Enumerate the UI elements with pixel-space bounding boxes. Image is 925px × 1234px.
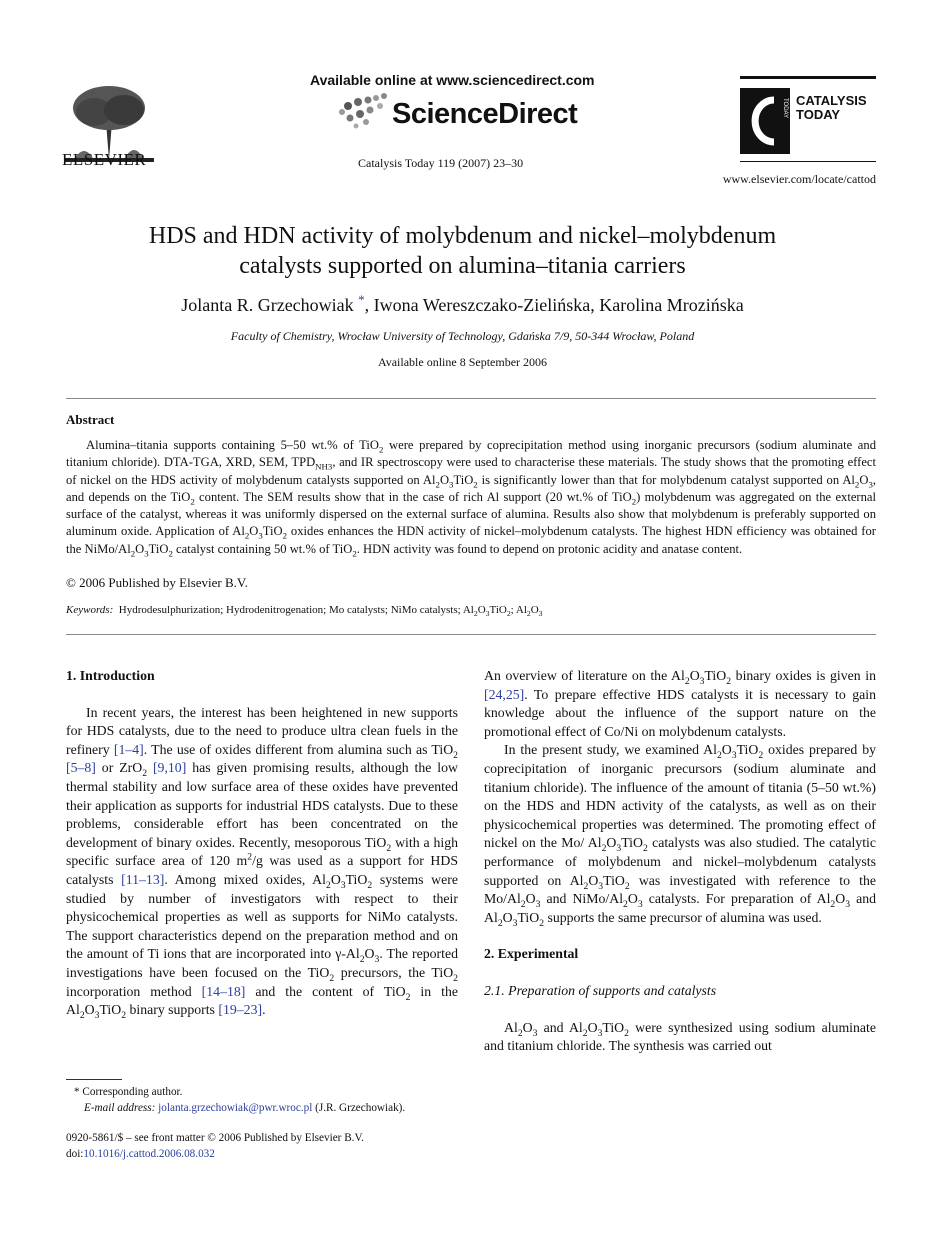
keywords: Keywords: Hydrodesulphurization; Hydrodenitrogenation; Mo catalysts; NiMo catalysts; $Al_2O_3TiO_2$; $Al_2O_3$	[66, 604, 543, 619]
citation-link[interactable]: [11–13]	[121, 871, 165, 887]
right-column	[484, 667, 876, 1056]
publisher-name: ELSEVIER	[62, 150, 147, 169]
svg-text:TODAY: TODAY	[782, 98, 788, 119]
author-2: Iwona Wereszczako-Zielińska	[373, 295, 591, 315]
author-list: Jolanta R. Grzechowiak *, Iwona Wereszczako-Zielińska, Karolina Mrozińska	[181, 292, 744, 315]
abstract-body: Alumina–titania supports containing 5–50 wt.% of TiO$_2$ were prepared by coprecipitation method using inorganic precursors (sodium aluminate and titanium chloride). DTA-TGA, XRD, SEM, $TPD_{NH3}$, and IR spectroscopy were used to characterise these materials. The study shows that the promoting effect of nickel on the HDS activity of molybdenum catalysts supported on $Al_2O_3TiO_2$ is significantly lower than that for molybdenum catalyst supported on $Al_2O_3$, and depends on the TiO$_2$ content. The SEM results show that in the case of rich Al support (20 wt.% of TiO$_2$) molybdenum was aggregated on the external surface of the catalyst, whereas it was uniformly dispersed on the external surface of alumina. Results also show that molybdenum is preferably supported on aluminum oxide. Application of $Al_2O_3TiO_2$ oxides enhances the HDN activity of nickel–molybdenum catalysts. The highest HDN efficiency was obtained for the NiMo/$Al_2O_3TiO_2$ catalyst containing 50 wt.% of TiO$_2$. HDN activity was found to depend on protonic acidity and anatase content.	[66, 438, 877, 559]
available-online-banner[interactable]: Available online at www.sciencedirect.com	[310, 72, 595, 88]
citation-link[interactable]: [9,10]	[152, 760, 187, 776]
divider-bottom	[66, 634, 876, 635]
experimental-heading: 2. Experimental	[484, 946, 579, 962]
citation-link[interactable]: [24,25]	[484, 686, 525, 702]
affiliation: Faculty of Chemistry, Wrocław University of Technology, Gdańska 7/9, 50-344 Wrocław, Poland	[230, 329, 695, 343]
author-1: Jolanta R. Grzechowiak	[181, 295, 354, 315]
journal-url[interactable]: www.elsevier.com/locate/cattod	[722, 172, 876, 186]
experimental-paragraph: $Al_2O_3$ and $Al_2O_3TiO_2$ were synthesized using sodium aluminate and titanium chloride. The synthesis was carried out	[484, 1019, 876, 1054]
citation-link[interactable]: [1–4]	[113, 741, 144, 757]
issn-line: 0920-5861/$ – see front matter © 2006 Published by Elsevier B.V.	[66, 1132, 364, 1144]
intro-heading: 1. Introduction	[66, 668, 155, 683]
keyword: $Al_2O_3$	[515, 604, 543, 619]
author-email-link[interactable]: jolanta.grzechowiak@pwr.wroc.pl	[158, 1102, 313, 1114]
journal-logo-text: CATALYSIS TODAY	[796, 93, 867, 122]
intro-paragraph: In recent years, the interest has been heightened in new supports for HDS catalysts, due to the need to produce ultra clean fuels in the refinery [1–4]. The use of oxides different from alumina such as TiO$_2$ [5–8] or ZrO$_2$ [9,10] has given promising results, although the low thermal stability and low surface area of these oxides have prevented their application as supports for industrial HDS catalysts. Due to these problems, considerable effort has been concentrated on the development of binary oxides. Recently, mesoporous TiO$_2$ with a high specific surface area of 120 $m^2/g$ was used as a support for HDS catalysts [11–13]. Among mixed oxides, $Al_2O_3TiO_2$ systems were studied by number of investigators with respect to their physicochemical properties as well as supports for NiMo catalysts. The support characteristics depend on the preparation method and on the amount of Ti ions that are incorporated into $\gamma-Al_2O_3$. The reported investigations have been focused on the TiO$_2$ precursors, the TiO$_2$ incorporation method [14–18] and the content of TiO$_2$ in the $Al_2O_3TiO_2$ binary supports [19–23].	[66, 704, 459, 1021]
preparation-subheading: 2.1. Preparation of supports and catalysts	[484, 982, 717, 998]
intro-paragraph-continued: An overview of literature on the $Al_2O_3TiO_2$ binary oxides is given in [24,25]. To prepare effective HDS catalysts it is necessary to gain knowledge about the influence of the support nature on the promotional effect of Co/Ni on molybdenum catalysts.	[484, 668, 876, 739]
keyword: Hydrodesulphurization	[118, 604, 221, 616]
intro-paragraph: In the present study, we examined $Al_2O_3TiO_2$ oxides prepared by coprecipitation of inorganic precursors (sodium aluminate and titanium chloride). The influence of the amount of titania (5–50 wt.%) on the HDS and HDN activity of the catalysts, as well as on their physicochemical properties was determined. The promoting effect of nickel on the Mo/ $Al_2O_3TiO_2$ catalysts was also studied. The catalytic performance of molybdenum and nickel–molybdenum catalysts supported on $Al_2O_3TiO_2$ was investigated with reference to the $Mo/Al_2O_3$ and NiMo/$Al_2O_3$ catalysts. For preparation of $Al_2O_3$ and $Al_2O_3TiO_2$ supports the same precursor of alumina was used.	[484, 742, 877, 929]
left-column	[66, 667, 458, 1020]
abstract-copyright: © 2006 Published by Elsevier B.V.	[66, 575, 248, 590]
journal-logo-rule-bottom	[740, 161, 876, 162]
footer-identifiers: 0920-5861/$ – see front matter © 2006 Published by Elsevier B.V. doi:10.1016/j.cattod.2006.08.032	[66, 1132, 364, 1160]
citation-link[interactable]: [14–18]	[201, 983, 246, 999]
keyword: $Al_2O_3TiO_2$	[462, 604, 511, 619]
journal-logo-rule-top	[740, 76, 876, 79]
keyword: Hydrodenitrogenation	[226, 604, 324, 616]
sciencedirect-dots-icon	[338, 92, 390, 130]
catalysis-today-c-icon	[740, 88, 790, 154]
available-online-date: Available online 8 September 2006	[377, 355, 548, 369]
article-title: HDS and HDN activity of molybdenum and nickel–molybdenum catalysts supported on alumina–titania carriers	[148, 223, 777, 279]
keyword: NiMo catalysts	[390, 604, 458, 616]
corresponding-author-note: * Corresponding author.	[74, 1086, 183, 1098]
keyword: Mo catalysts	[328, 604, 385, 616]
sciencedirect-wordmark: ScienceDirect	[392, 98, 578, 130]
abstract-heading: Abstract	[66, 412, 115, 427]
citation-link[interactable]: [19–23]	[218, 1002, 263, 1018]
doi-link[interactable]: 10.1016/j.cattod.2006.08.032	[83, 1148, 215, 1160]
journal-reference: Catalysis Today 119 (2007) 23–30	[358, 156, 524, 170]
divider-top	[66, 398, 876, 399]
citation-link[interactable]: [5–8]	[66, 760, 96, 776]
corresponding-author-mark[interactable]: *	[358, 292, 365, 307]
author-3: Karolina Mrozińska	[599, 295, 744, 315]
footnote: * Corresponding author. E-mail address: jolanta.grzechowiak@pwr.wroc.pl (J.R. Grzechowiak).	[66, 1084, 405, 1116]
footnote-rule	[66, 1079, 122, 1080]
